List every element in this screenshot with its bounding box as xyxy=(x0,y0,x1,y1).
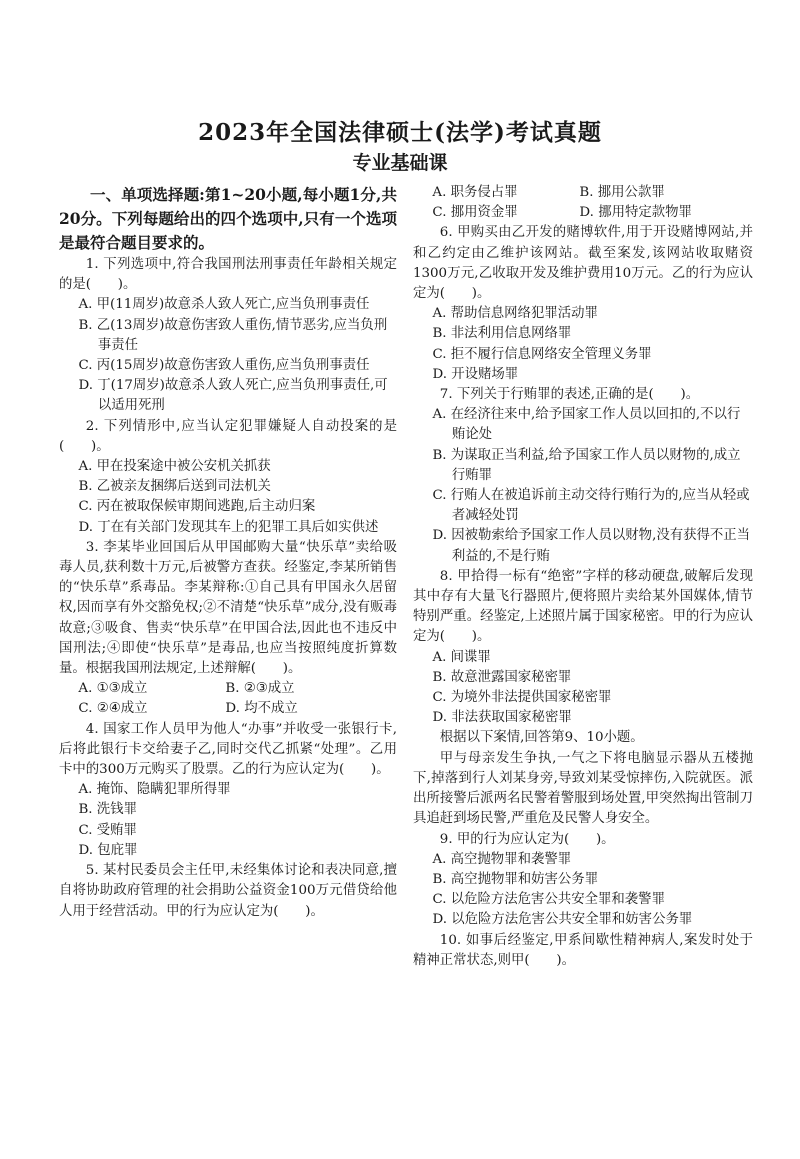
option: A. ①③成立 xyxy=(78,681,148,697)
option: C. 行贿人在被追诉前主动交待行贿行为的,应当从轻或者减轻处罚 xyxy=(432,488,750,524)
option: D. 以危险方法危害公共安全罪和妨害公务罪 xyxy=(432,912,693,928)
option: C. 为境外非法提供国家秘密罪 xyxy=(432,690,612,706)
option: B. 乙(13周岁)故意伤害致人重伤,情节恶劣,应当负刑事责任 xyxy=(78,317,388,353)
question-stem: 1. 下列选项中,符合我国刑法刑事责任年龄相关规定的是( )。 xyxy=(59,257,397,293)
option: D. 丁在有关部门发现其车上的犯罪工具后如实供述 xyxy=(78,519,379,535)
option: A. 甲(11周岁)故意杀人致人死亡,应当负刑事责任 xyxy=(78,297,370,313)
question-stem: 4. 国家工作人员甲为他人“办事”并收受一张银行卡,后将此银行卡交给妻子乙,同时交代乙抓紧“处理”。乙用卡中的300万元购买了股票。乙的行为应认定为( )。 xyxy=(59,721,397,778)
question-stem: 9. 甲的行为应认定为( )。 xyxy=(439,831,615,847)
option: C. 丙在被取保候审期间逃跑,后主动归案 xyxy=(78,499,316,515)
option: D. 开设赌场罪 xyxy=(432,366,519,382)
paper-title: 2023年全国法律硕士(法学)考试真题 xyxy=(198,119,602,146)
right-column xyxy=(413,183,753,971)
option: A. 甲在投案途中被公安机关抓获 xyxy=(78,459,271,475)
option: A. 职务侵占罪 xyxy=(432,185,518,200)
option: B. 为谋取正当利益,给予国家工作人员以财物的,成立行贿罪 xyxy=(432,447,741,483)
case-text: 甲与母亲发生争执,一气之下将电脑显示器从五楼抛下,掉落到行人刘某身旁,导致刘某受惊摔伤,入院就医。派出所接警后派两名民警着警服到场处置,甲突然掏出管制刀具追赶到场民警,严重危及民警人身安全。 xyxy=(413,750,753,827)
question-10 xyxy=(413,931,753,971)
question-5-options xyxy=(413,183,753,223)
left-column xyxy=(59,183,397,922)
question-stem: 7. 下列关于行贿罪的表述,正确的是( )。 xyxy=(439,387,700,403)
option: C. 受贿罪 xyxy=(78,822,137,838)
question-stem: 5. 某村民委员会主任甲,未经集体讨论和表决同意,擅自将协助政府管理的社会捐助公益资金100万元借贷给他人用于经营活动。甲的行为应认定为( )。 xyxy=(59,863,397,919)
option: D. 丁(17周岁)故意杀人致人死亡,应当负刑事责任,可以适用死刑 xyxy=(78,378,388,414)
option-row xyxy=(413,203,753,223)
option: C. 丙(15周岁)故意伤害致人重伤,应当负刑事责任 xyxy=(78,358,370,374)
option: A. 在经济往来中,给予国家工作人员以回扣的,不以行贿论处 xyxy=(432,407,741,443)
option: A. 高空抛物罪和袭警罪 xyxy=(432,851,572,867)
question-1 xyxy=(59,255,397,417)
option: B. 洗钱罪 xyxy=(78,802,137,818)
question-stem: 3. 李某毕业回国后从甲国邮购大量“快乐草”卖给吸毒人员,获利数十万元,后被警方查获。经鉴定,李某所销售的“快乐草”系毒品。李某辩称:①自己具有甲国永久居留权,因而享有外交豁免权;②不清楚“快乐草”成分,没有贩毒故意;③吸食、售卖“快乐草”在甲国合法,因此也不违反中国刑法;④即使“快乐草”是毒品,也应当按照纯度折算数量。根据我国刑法规定,上述辩解( )。 xyxy=(59,539,397,677)
section-heading: 一、单项选择题:第1~20小题,每小题1分,共20分。下列每题给出的四个选项中,只有一个选项是最符合题目要求的。 xyxy=(59,185,397,252)
option: D. 挪用特定款物罪 xyxy=(579,205,692,221)
option: B. 故意泄露国家秘密罪 xyxy=(432,669,572,685)
option: D. 包庇罪 xyxy=(78,842,138,858)
question-stem: 6. 甲购买由乙开发的赌博软件,用于开设赌博网站,并和乙约定由乙维护该网站。截至案发,该网站收取赌资1300万元,乙收取开发及维护费用10万元。乙的行为应认定为( )。 xyxy=(413,225,753,302)
option: A. 掩饰、隐瞒犯罪所得罪 xyxy=(78,782,231,798)
question-stem: 8. 甲拾得一标有“绝密”字样的移动硬盘,破解后发现其中存有大量飞行器照片,便将照片卖给某外国媒体,情节特别严重。经鉴定,上述照片属于国家秘密。甲的行为应认定为( )。 xyxy=(413,568,753,645)
option-row xyxy=(59,679,397,699)
case-intro: 根据以下案情,回答第9、10小题。 xyxy=(439,730,644,746)
option: D. 因被勒索给予国家工作人员以财物,没有获得不正当利益的,不是行贿 xyxy=(432,528,751,564)
question-8 xyxy=(413,567,753,729)
paper-subtitle: 专业基础课 xyxy=(352,152,448,174)
option: C. 挪用资金罪 xyxy=(432,205,518,221)
option: B. ②③成立 xyxy=(225,681,295,697)
option: B. 非法利用信息网络罪 xyxy=(432,326,572,342)
question-4 xyxy=(59,720,397,861)
option: C. 以危险方法危害公共安全罪和袭警罪 xyxy=(432,892,665,908)
question-9 xyxy=(413,830,753,931)
question-stem: 10. 如事后经鉴定,甲系间歇性精神病人,案发时处于精神正常状态,则甲( )。 xyxy=(413,932,753,968)
option: C. 拒不履行信息网络安全管理义务罪 xyxy=(432,346,652,362)
option: D. 均不成立 xyxy=(225,701,298,717)
question-5 xyxy=(59,861,397,922)
option: B. 高空抛物罪和妨害公务罪 xyxy=(432,871,599,887)
option-row xyxy=(413,183,753,203)
question-7 xyxy=(413,385,753,567)
option: A. 间谍罪 xyxy=(432,649,491,665)
question-6 xyxy=(413,223,753,385)
question-2 xyxy=(59,417,397,538)
question-stem: 2. 下列情形中,应当认定犯罪嫌疑人自动投案的是( )。 xyxy=(59,418,397,454)
option: A. 帮助信息网络犯罪活动罪 xyxy=(432,306,598,322)
option: C. ②④成立 xyxy=(78,701,148,717)
option-row xyxy=(59,699,397,719)
option: B. 挪用公款罪 xyxy=(579,185,665,200)
option: D. 非法获取国家秘密罪 xyxy=(432,710,572,726)
option: B. 乙被亲友捆绑后送到司法机关 xyxy=(78,479,271,495)
question-3 xyxy=(59,538,397,720)
